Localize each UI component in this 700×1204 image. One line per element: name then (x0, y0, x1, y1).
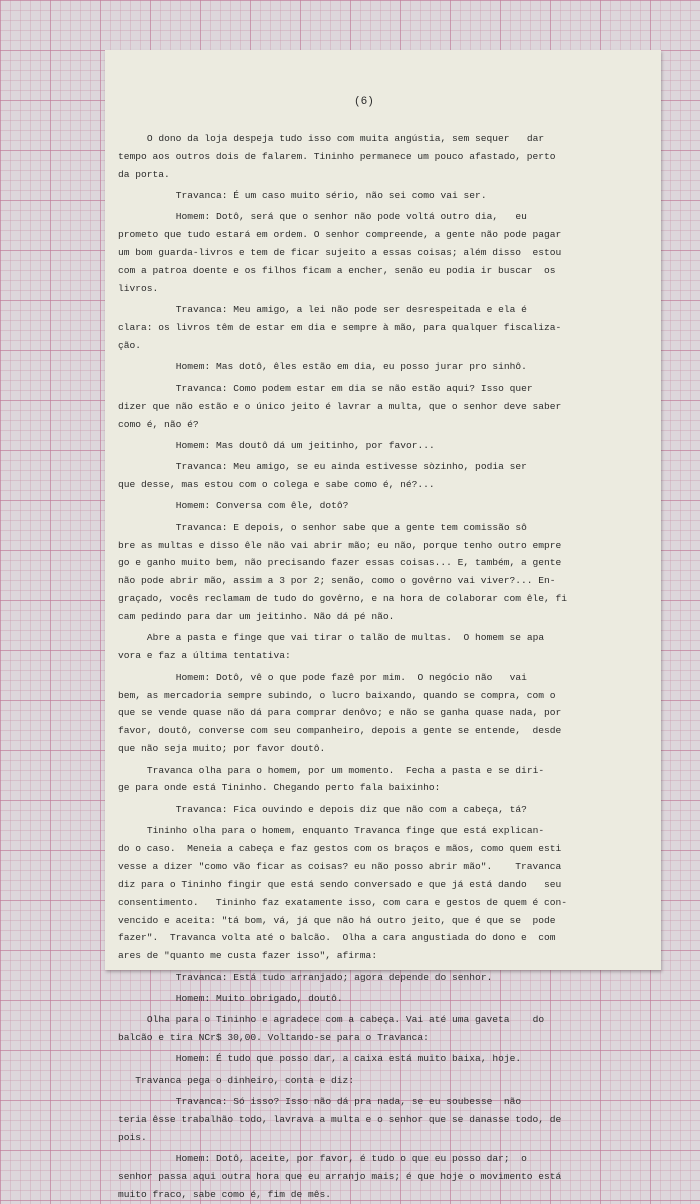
text-line: vesse a dizer "como vão ficar as coisas? eu não posso abrir mão". Travanca (118, 860, 562, 872)
typewritten-page (105, 50, 661, 1200)
text-line: livros. (118, 283, 159, 294)
text-line: tempo aos outros dois de falarem. Tininho permanece um pouco afastado, perto (118, 150, 556, 162)
text-line: vencido e aceita: "tá bom, vá, já que não há outro jeito, que é que se pode (118, 914, 556, 926)
page-number: (6) (354, 96, 374, 108)
text-line: da porta. (118, 168, 170, 180)
text-line: que desse, mas estou com o colega e sabe como é, né?... (118, 479, 435, 490)
text-line: Homem: É tudo que posso dar, a caixa está muito baixa, hoje. (175, 1053, 522, 1065)
text-line: Homem: Conversa com êle, dotô? (175, 500, 349, 512)
text-line: muito fraco, sabe como é, fim de mês. (118, 1188, 332, 1200)
text-line: que não seja muito; por favor doutô. (118, 743, 326, 755)
text-line: Travanca: É um caso muito sério, não sei como vai ser. (175, 190, 487, 202)
text-line: pois. (118, 1131, 147, 1143)
text-line: vora e faz a última tentativa: (118, 650, 291, 662)
text-line: Travanca: Meu amigo, se eu ainda estivesse sòzinho, podia ser (175, 461, 527, 473)
text-line: Homem: Dotô, será que o senhor não pode voltá outro dia, eu (175, 211, 527, 223)
text-line: Homem: Dotô, aceite, por favor, é tudo o que eu posso dar; o (175, 1153, 527, 1165)
text-line: Travanca olha para o homem, por um momento. Fecha a pasta e se diri- (146, 764, 545, 776)
text-line: O dono da loja despeja tudo isso com muita angústia, sem sequer dar (146, 133, 545, 144)
text-line: diz para o Tininho fingir que está sendo conversado e que já está dando seu (118, 878, 562, 890)
text-line: Travanca: Fica ouvindo e depois diz que não com a cabeça, tá? (175, 803, 527, 815)
text-line: favor, doutô, converse com seu companheiro, depois a gente se entende, desde (118, 725, 562, 737)
text-line: go e ganho muito bem, não precisando fazer essas coisas... E, também, a gente (118, 557, 562, 569)
text-line: clara: os livros têm de estar em dia e sempre à mão, para qualquer fiscaliza- (118, 322, 562, 334)
text-line: Homem: Mas doutô dá um jeitinho, por favor... (175, 439, 435, 451)
text-line: Travanca: Está tudo arranjado; agora depende do senhor. (175, 971, 493, 983)
text-line: Travanca: Como podem estar em dia se não estão aqui? Isso quer (175, 382, 533, 394)
text-line: Travanca: E depois, o senhor sabe que a gente tem comissão sô (175, 521, 527, 533)
text-line: do o caso. Meneia a cabeça e faz gestos com os braços e mãos, como quem esti (118, 842, 562, 854)
text-line: como é, não é? (118, 418, 199, 430)
text-line: dizer que não estão e o único jeito é lavrar a multa, que o senhor deve saber (118, 400, 562, 412)
text-line: Olha para o Tininho e agradece com a cabeça. Vai até uma gaveta do (146, 1014, 545, 1026)
text-line: Abre a pasta e finge que vai tirar o talão de multas. O homem se apa (146, 632, 545, 644)
text-line: graçado, vocês reclamam de tudo do govêrno, e na hora de colaborar com êle, fi (118, 593, 568, 605)
text-line: Travanca: Meu amigo, a lei não pode ser desrespeitada e ela é (175, 304, 527, 316)
text-line: prometo que tudo estará em ordem. O senhor compreende, a gente não pode pagar (118, 229, 562, 241)
text-line: consentimento. Tininho faz exatamente isso, com cara e gestos de quem é con- (118, 896, 568, 908)
text-line: ares de "quanto me custa fazer isso", afirma: (118, 950, 378, 962)
text-line: Tininho olha para o homem, enquanto Travanca finge que está explican- (146, 825, 545, 836)
text-line: Travanca pega o dinheiro, conta e diz: (135, 1074, 355, 1086)
text-line: um bom guarda-livros e tem de ficar sujeito a essas coisas; além disso estou (118, 247, 562, 259)
text-line: bre as multas e disso êle não vai abrir mão; eu não, porque tenho outro empre (118, 539, 562, 551)
text-line: fazer". Travanca volta até o balcão. Olha a cara angustiada do dono e com (118, 932, 556, 944)
text-line: teria êsse trabalhão todo, lavrava a multa e o senhor que se danasse todo, de (118, 1113, 562, 1125)
text-line: bem, as mercadoria sempre subindo, o lucro baixando, quando se compra, com o (118, 689, 556, 701)
text-line: Homem: Mas dotô, êles estão em dia, eu posso jurar pro sinhô. (175, 361, 527, 373)
text-line: não pode abrir mão, assim a 3 por 2; senão, como o govêrno vai viver?... En- (118, 575, 556, 587)
text-line: ge para onde está Tininho. Chegando perto fala baixinho: (118, 782, 441, 794)
text-line: com a patroa doente e os filhos ficam a encher, senão eu podia ir buscar os (118, 265, 556, 277)
text-line: Homem: Muito obrigado, doutô. (175, 992, 343, 1004)
text-line: que se vende quase não dá para comprar denôvo; e não se ganha quase nada, por (118, 707, 562, 719)
text-line: Travanca: Só isso? Isso não dá pra nada, se eu soubesse não (175, 1096, 522, 1107)
text-line: senhor passa aqui outra hora que eu arranjo mais; é que hoje o movimento está (118, 1171, 562, 1182)
text-line: balcão e tira NCr$ 30,00. Voltando-se para o Travanca: (118, 1032, 429, 1044)
text-line: cam pedindo para dar um jeitinho. Não dá pé não. (118, 611, 395, 623)
text-line: ção. (118, 340, 142, 352)
text-line: Homem: Dotô, vê o que pode fazê por mim. O negócio não vai (175, 671, 527, 683)
